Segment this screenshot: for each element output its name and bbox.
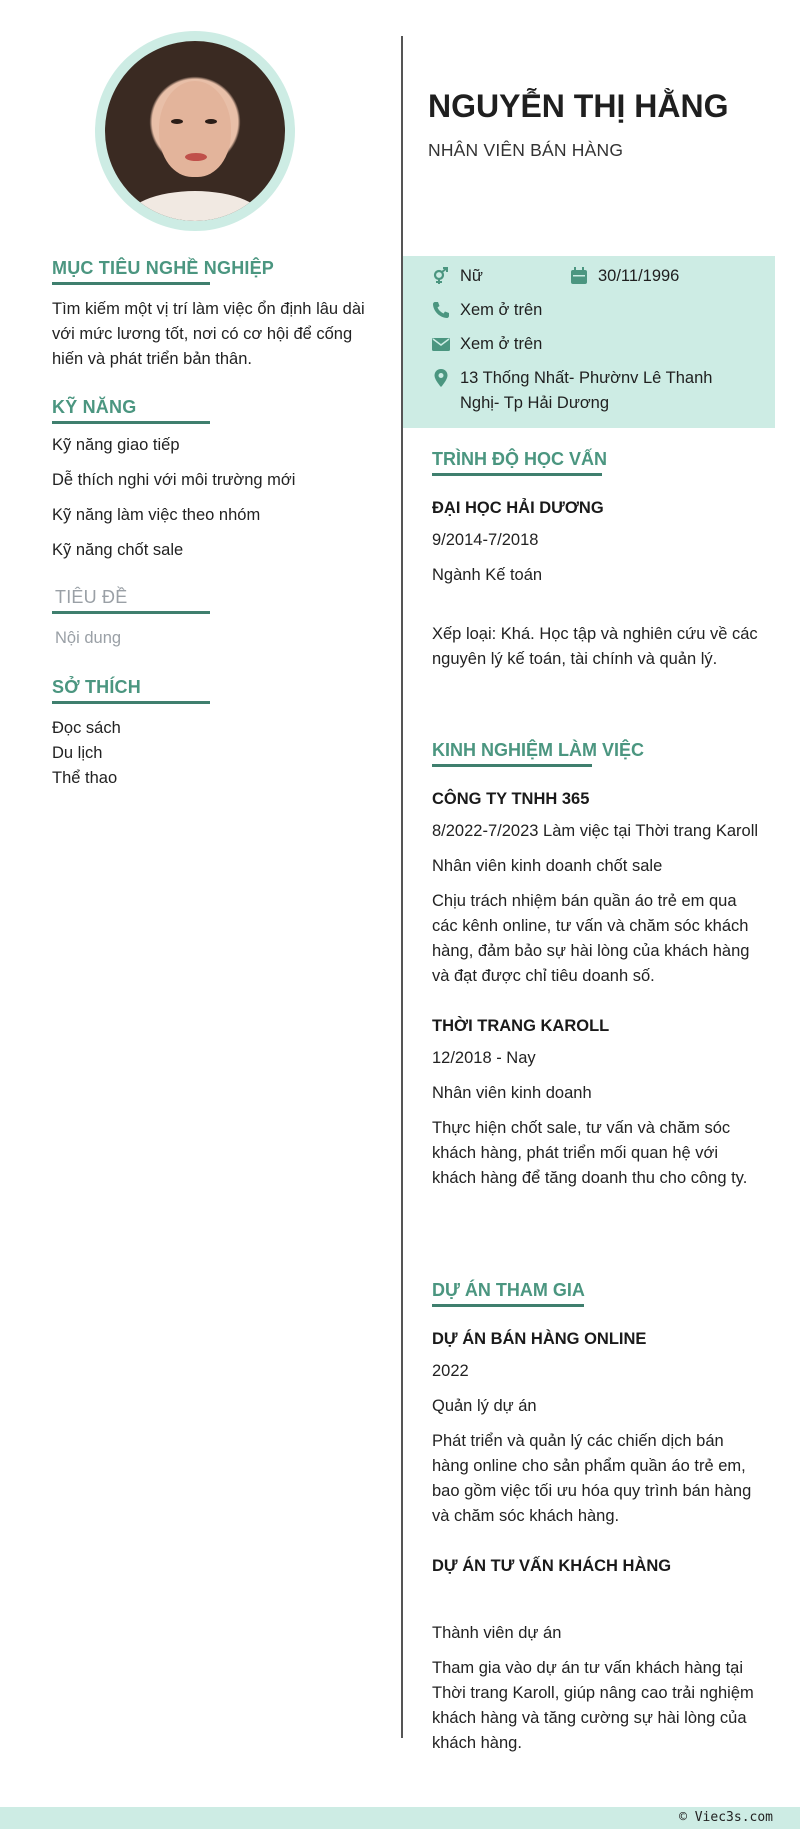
school-name: ĐẠI HỌC HẢI DƯƠNG [432, 499, 604, 517]
gender-icon [432, 267, 450, 285]
project-description: Phát triển và quản lý các chiến dịch bán hàng online cho sản phẩm quần áo trẻ em, bao gồm việc tối ưu hóa quy trình bán hàng và chăm sóc khách hàng. [432, 1432, 752, 1525]
dob-row [570, 264, 679, 289]
job-role: Nhân viên kinh doanh [432, 1084, 592, 1102]
skills-section [52, 397, 372, 568]
skill-item: Kỹ năng giao tiếp [52, 436, 180, 454]
dob-value: 30/11/1996 [598, 267, 680, 285]
avatar-frame [95, 31, 295, 231]
education-major: Ngành Kế toán [432, 566, 543, 584]
footer-credit: © Viec3s.com [679, 1810, 773, 1825]
phone-value: Xem ở trên [460, 301, 543, 319]
experience-heading: KINH NGHIỆM LÀM VIỆC [432, 740, 644, 767]
skills-heading: KỸ NĂNG [52, 397, 372, 424]
address-value: 13 Thống Nhất- Phườnv Lê Thanh Nghị- Tp Hải Dương [460, 369, 713, 412]
candidate-name: NGUYỄN THỊ HẰNG [428, 88, 729, 124]
hobbies-section [52, 677, 372, 791]
projects-section [432, 1280, 762, 1756]
email-value: Xem ở trên [460, 335, 543, 353]
project-name: DỰ ÁN TƯ VẤN KHÁCH HÀNG [432, 1557, 672, 1575]
objective-section [52, 258, 372, 372]
education-period: 9/2014-7/2018 [432, 531, 539, 549]
phone-icon [432, 301, 450, 319]
project-name: DỰ ÁN BÁN HÀNG ONLINE [432, 1330, 647, 1348]
skill-item: Kỹ năng chốt sale [52, 541, 184, 559]
job-role: Nhân viên kinh doanh chốt sale [432, 857, 663, 875]
email-icon [432, 335, 450, 353]
projects-heading: DỰ ÁN THAM GIA [432, 1280, 585, 1307]
job-company: THỜI TRANG KAROLL [432, 1017, 610, 1035]
project-year [432, 1586, 762, 1611]
gender-row [432, 264, 483, 289]
education-heading: TRÌNH ĐỘ HỌC VẤN [432, 449, 607, 476]
contact-panel [403, 256, 775, 428]
address-row [432, 366, 742, 416]
hobby-item: Du lịch [52, 744, 103, 762]
placeholder-content: Nội dung [55, 629, 122, 647]
job-description: Chịu trách nhiệm bán quần áo trẻ em qua các kênh online, tư vấn và chăm sóc khách hàng, đảm bảo sự hài lòng của khách hàng và đạt được chỉ tiêu doanh số. [432, 892, 750, 985]
project-role: Quản lý dự án [432, 1397, 537, 1415]
hobby-item: Đọc sách [52, 719, 121, 737]
job-company: CÔNG TY TNHH 365 [432, 790, 590, 808]
education-description: Xếp loại: Khá. Học tập và nghiên cứu về các nguyên lý kế toán, tài chính và quản lý. [432, 625, 758, 668]
objective-heading: MỤC TIÊU NGHỀ NGHIỆP [52, 258, 372, 285]
project-description: Tham gia vào dự án tư vấn khách hàng tại Thời trang Karoll, giúp nâng cao trải nghiệm khách hàng và tăng cường sự hài lòng của khách hàng. [432, 1659, 754, 1752]
placeholder-section [52, 587, 372, 651]
skill-item: Dễ thích nghi với môi trường mới [52, 471, 296, 489]
location-icon [432, 369, 450, 387]
project-year: 2022 [432, 1362, 469, 1380]
hobbies-heading: SỞ THÍCH [52, 677, 372, 704]
job-title: NHÂN VIÊN BÁN HÀNG [428, 140, 624, 160]
footer-bar [0, 1807, 800, 1829]
project-role: Thành viên dự án [432, 1624, 562, 1642]
job-description: Thực hiện chốt sale, tư vấn và chăm sóc khách hàng, phát triển mối quan hệ với khách hàng để tăng doanh thu cho công ty. [432, 1119, 748, 1187]
education-section [432, 449, 762, 672]
gender-value: Nữ [460, 267, 483, 285]
experience-section [432, 740, 762, 1191]
placeholder-heading: TIÊU ĐỀ [52, 587, 372, 614]
avatar [105, 41, 285, 221]
job-period: 12/2018 - Nay [432, 1049, 536, 1067]
hobby-item: Thể thao [52, 769, 118, 787]
objective-text: Tìm kiếm một vị trí làm việc ổn định lâu dài với mức lương tốt, nơi có cơ hội để cống hiến và phát triển bản thân. [52, 300, 365, 368]
phone-row [432, 298, 542, 323]
job-period: 8/2022-7/2023 Làm việc tại Thời trang Karoll [432, 822, 759, 840]
calendar-icon [570, 267, 588, 285]
skill-item: Kỹ năng làm việc theo nhóm [52, 506, 261, 524]
email-row [432, 332, 542, 357]
